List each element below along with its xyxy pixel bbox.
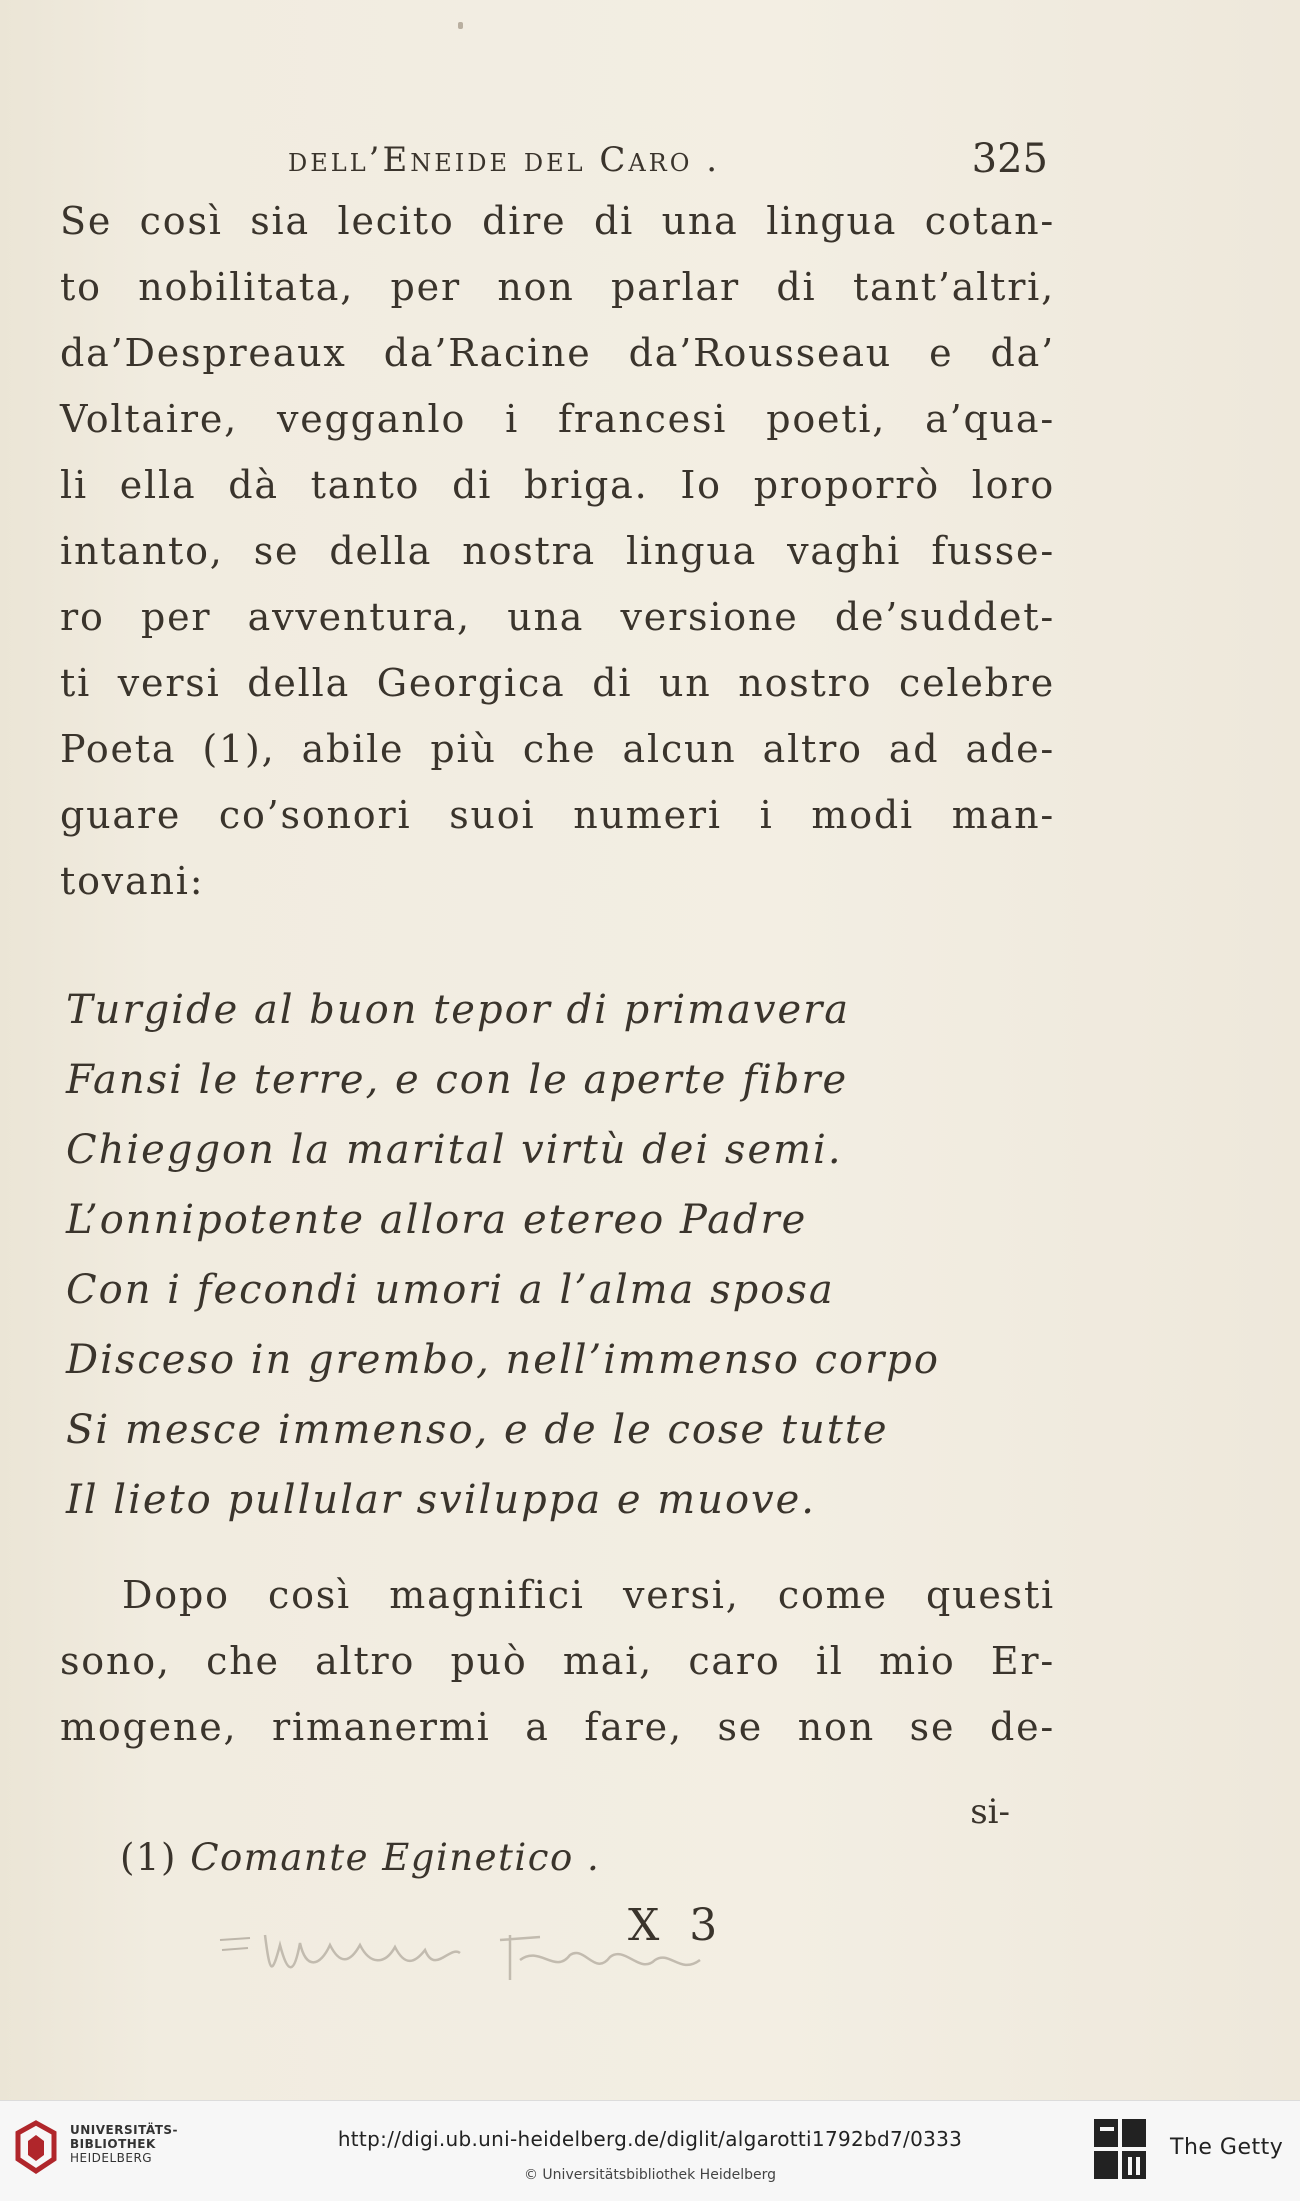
text-line: mogene, rimanermi a fare, se non se de-	[60, 1705, 1055, 1749]
text-line: Poeta (1), abile più che alcun altro ad ade-	[60, 727, 1055, 771]
paragraph-1	[60, 188, 1055, 914]
page-number: 325	[971, 136, 1048, 182]
verse-line: Fansi le terre, e con le aperte fibre	[66, 1057, 849, 1103]
partner-name: The Getty	[1170, 2135, 1284, 2160]
library-name-line: HEIDELBERG	[70, 2151, 153, 2165]
text-line: ti versi della Georgica di un nostro celebre	[60, 661, 1055, 705]
library-name-line: BIBLIOTHEK	[70, 2137, 156, 2151]
verse-line: Chieggon la marital virtù dei semi.	[66, 1127, 843, 1173]
footnote-marker: (1)	[120, 1836, 177, 1879]
permalink-url[interactable]: http://digi.ub.uni-heidelberg.de/diglit/algarotti1792bd7/0333	[337, 2127, 963, 2151]
footer-bar	[0, 2100, 1300, 2201]
text-line: sono, che altro può mai, caro il mio Er-	[60, 1639, 1055, 1683]
text-line: ro per avventura, una versione de’suddet-	[60, 595, 1055, 639]
text-line: da’Despreaux da’Racine da’Rousseau e da’	[60, 331, 1055, 375]
text-line: li ella dà tanto di briga. Io proporrò loro	[60, 463, 1055, 507]
footnote	[120, 1836, 600, 1879]
verse-line: Il lieto pullular sviluppa e muove.	[66, 1477, 817, 1523]
footnote-text: Comante Eginetico .	[190, 1836, 601, 1879]
text-line: tovani:	[60, 859, 205, 903]
page-blemish	[458, 22, 463, 29]
text-line: intanto, se della nostra lingua vaghi fusse-	[60, 529, 1055, 573]
running-head-title: dell’Eneide del Caro .	[288, 140, 721, 180]
text-line: Se così sia lecito dire di una lingua cotan-	[60, 199, 1055, 243]
text-line: Voltaire, vegganlo i francesi poeti, a’qua-	[60, 397, 1055, 441]
library-name-line: UNIVERSITÄTS-	[70, 2123, 179, 2137]
verse-quotation	[66, 975, 966, 1535]
paragraph-2	[60, 1562, 1055, 1760]
text-line: guare co’sonori suoi numeri i modi man-	[60, 793, 1055, 837]
text-line: to nobilitata, per non parlar di tant’altri,	[60, 265, 1055, 309]
text-line: Dopo così magnifici versi, come questi	[122, 1573, 1055, 1617]
running-head	[288, 136, 1048, 190]
copyright-notice: © Universitätsbibliothek Heidelberg	[523, 2167, 776, 2183]
getty-logo-icon	[1092, 2117, 1148, 2181]
verse-line: L’onnipotente allora etereo Padre	[66, 1197, 808, 1243]
verse-line: Disceso in grembo, nell’immenso corpo	[66, 1337, 940, 1383]
verse-line: Si mesce immenso, e de le cose tutte	[66, 1407, 889, 1453]
signature-mark: X 3	[628, 1900, 726, 1951]
verse-line: Con i fecondi umori a l’alma sposa	[66, 1267, 835, 1313]
verse-line: Turgide al buon tepor di primavera	[66, 987, 851, 1033]
catchword: si-	[970, 1792, 1010, 1832]
